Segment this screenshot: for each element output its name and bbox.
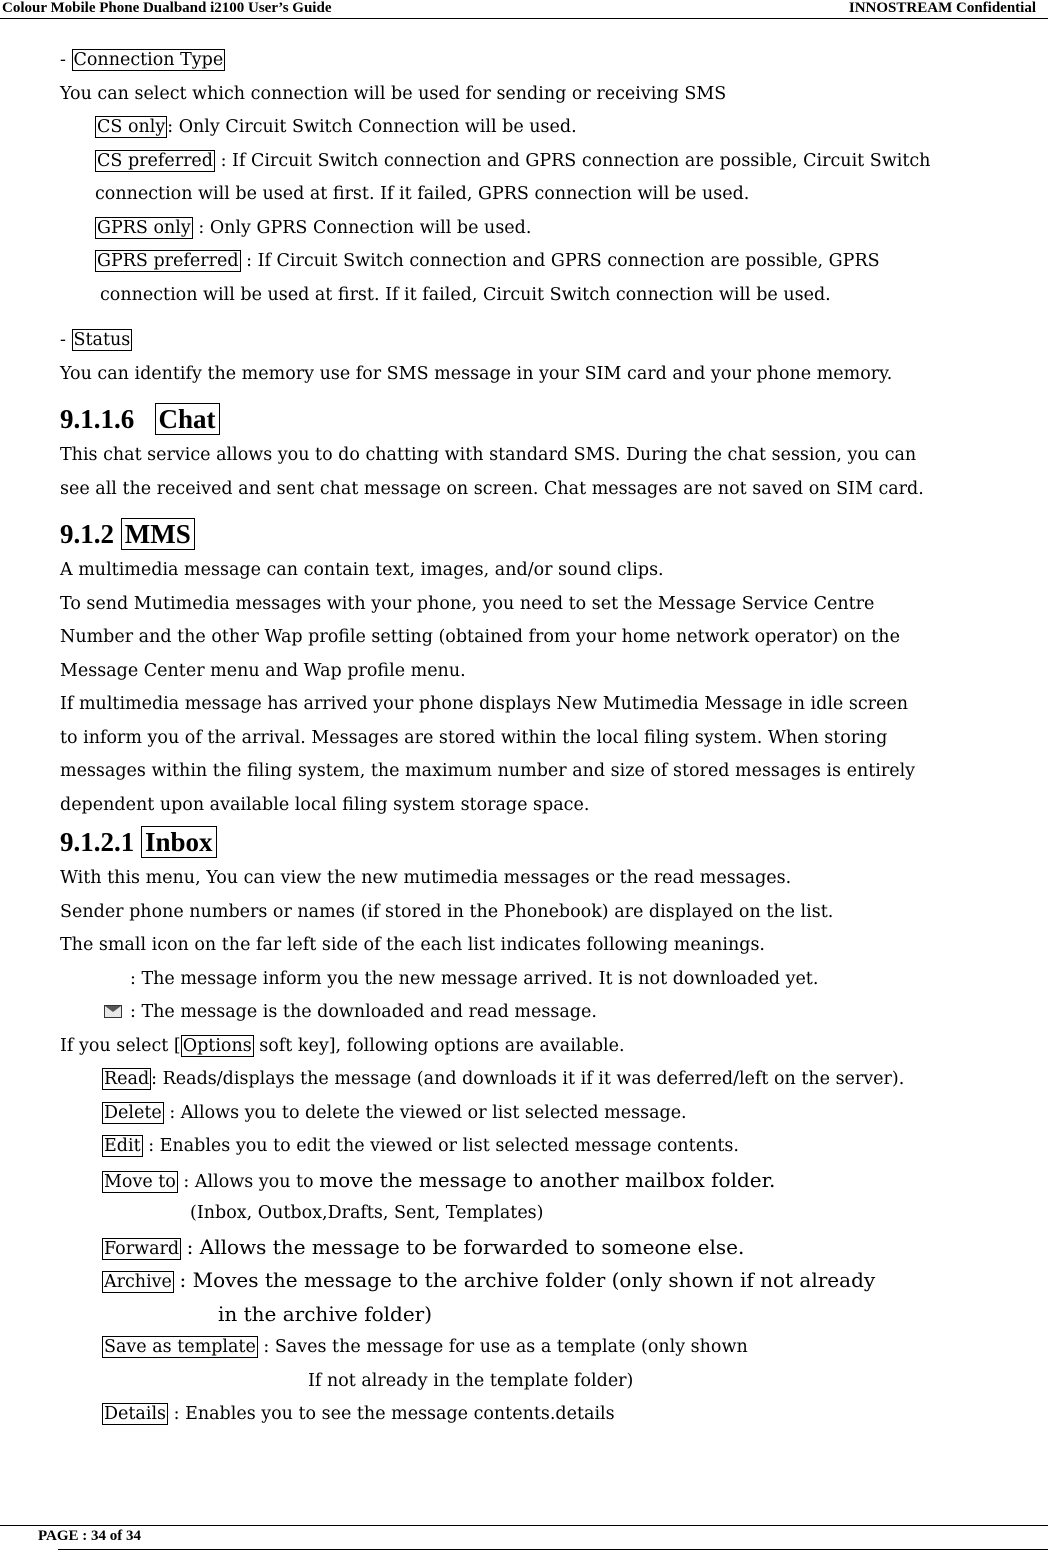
option-desc: : Saves the message for use as a template (only shown [263,1337,748,1357]
option-label: Archive [104,1272,172,1292]
chat-line: This chat service allows you to do chatting with standard SMS. During the chat session, you can [60,445,917,465]
option-desc: : Moves the message to the archive folder (only shown if not already [179,1268,876,1292]
section-number: 9.1.2 [60,519,114,549]
option-desc: : Only GPRS Connection will be used. [198,217,532,238]
read-message-desc: : The message is the downloaded and read message. [130,1002,597,1022]
header-title: Colour Mobile Phone Dualband i2100 User’s Guide [2,0,332,16]
chat-line: see all the received and sent chat message on screen. Chat messages are not saved on SIM card. [60,478,924,499]
section-heading-chat [60,399,1048,439]
option-label: Read [104,1069,150,1089]
option-cs-only [60,111,1048,145]
mms-line: A multimedia message can contain text, images, and/or sound clips. [60,560,664,580]
page-header [0,0,1048,19]
mms-line: Message Center menu and Wap profile menu. [60,660,466,681]
option-desc: : If Circuit Switch connection and GPRS connection are possible, Circuit Switch [220,150,931,171]
status-desc: You can identify the memory use for SMS message in your SIM card and your phone memory. [60,363,893,384]
footer-rule [58,1549,1048,1550]
option-label: GPRS preferred [97,251,239,271]
mms-line: If multimedia message has arrived your phone displays New Mutimedia Message in idle screen [60,694,908,714]
option-desc: : Only Circuit Switch Connection will be used. [167,117,577,137]
inbox-line: With this menu, You can view the new mutimedia messages or the read messages. [60,868,792,888]
option-desc: : If Circuit Switch connection and GPRS connection are possible, GPRS [246,251,880,271]
new-message-desc: : The message inform you the new message arrived. It is not downloaded yet. [130,968,819,989]
status-label: Status [73,330,131,350]
section-title: MMS [121,518,195,550]
option-desc: : Reads/displays the message (and downloads it if it was deferred/left on the server). [151,1069,905,1089]
option-label: Forward [104,1238,180,1259]
option-label: GPRS only [97,217,191,238]
connection-type-intro: You can select which connection will be used for sending or receiving SMS [60,83,727,104]
option-cs-preferred-cont: connection will be used at first. If it failed, GPRS connection will be used. [95,184,750,204]
option-label: Move to [104,1171,176,1192]
inbox-line: The small icon on the far left side of the each list indicates following meanings. [60,935,765,955]
option-save-as-template [60,1331,1048,1365]
mms-line: messages within the filing system, the maximum number and size of stored messages is entirely [60,761,916,781]
header-confidential: INNOSTREAM Confidential [848,0,1036,16]
inbox-line: Sender phone numbers or names (if stored in the Phonebook) are displayed on the list. [60,901,834,922]
option-move-to [60,1164,1048,1198]
page-content [60,44,1048,1432]
option-label: CS preferred [97,150,213,171]
mms-line: to inform you of the arrival. Messages are stored within the local filing system. When storing [60,727,888,748]
option-move-to-cont: (Inbox, Outbox,Drafts, Sent, Templates) [190,1203,544,1223]
icon-new-meaning [60,963,1048,997]
option-desc: : Allows you to [183,1171,320,1192]
page-footer [0,1525,1048,1552]
option-archive [60,1264,1048,1298]
option-desc: : Allows the message to be forwarded to someone else. [186,1234,745,1259]
option-desc-large: move the message to another mailbox folder. [319,1167,776,1192]
option-desc: : Allows you to delete the viewed or list selected message. [169,1102,687,1123]
option-read [60,1063,1048,1097]
option-gprs-preferred-cont: connection will be used at first. If it failed, Circuit Switch connection will be used. [100,284,831,305]
section-heading-inbox [60,822,1048,862]
option-save-as-template-cont: If not already in the template folder) [308,1370,634,1391]
option-label: Save as template [104,1337,256,1357]
section-number: 9.1.1.6 [60,404,135,434]
read-message-icon [104,1005,122,1018]
option-cs-preferred [60,145,1048,179]
option-desc: : Enables you to edit the viewed or list selected message contents. [148,1136,739,1156]
icon-read-meaning [60,996,1048,1030]
option-desc: : Enables you to see the message contents.details [173,1404,615,1424]
mms-line: To send Mutimedia messages with your phone, you need to set the Message Service Centre [60,593,875,614]
option-label: Delete [104,1102,162,1123]
dash: - [60,50,66,70]
option-delete [60,1097,1048,1131]
option-gprs-only [60,212,1048,246]
option-gprs-preferred [60,245,1048,279]
section-title: Inbox [141,826,217,858]
option-label: Edit [104,1136,141,1156]
option-archive-cont: in the archive folder) [218,1301,433,1326]
section-number: 9.1.2.1 [60,827,135,857]
option-details [60,1398,1048,1432]
connection-type-label: Connection Type [73,50,224,70]
option-forward [60,1231,1048,1265]
section-title: Chat [155,403,220,435]
status-heading [60,324,1048,358]
connection-type-heading [60,44,1048,78]
page-number: PAGE : 34 of 34 [38,1528,142,1544]
mms-line: Number and the other Wap profile setting (obtained from your home network operator) on the [60,627,900,647]
options-soft-key-label: Options [182,1035,252,1056]
options-intro: If you select [ Options soft key], following options are available. [60,1035,625,1056]
option-label: Details [104,1404,167,1424]
mms-line: dependent upon available local filing system storage space. [60,794,590,815]
dash: - [60,330,66,350]
option-label: CS only [97,117,166,137]
section-heading-mms [60,514,1048,554]
option-edit [60,1130,1048,1164]
